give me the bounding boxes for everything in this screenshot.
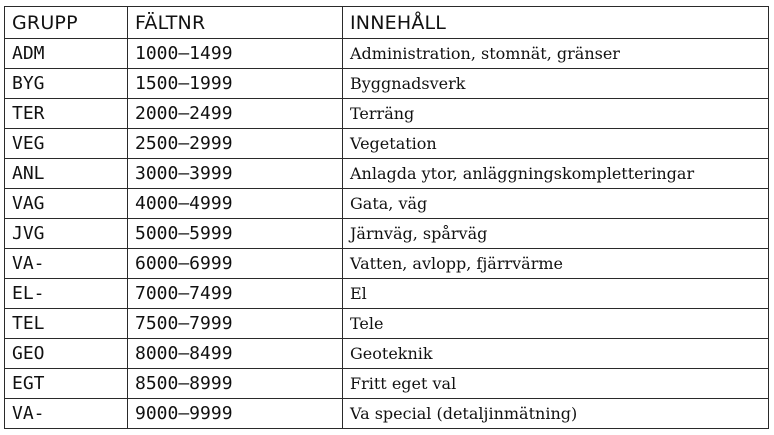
cell-innehall: Vegetation xyxy=(343,129,769,159)
cell-innehall: Terräng xyxy=(343,99,769,129)
table-row xyxy=(5,99,769,129)
cell-innehall: Fritt eget val xyxy=(343,369,769,399)
cell-grupp: ANL xyxy=(5,159,128,189)
table-row xyxy=(5,339,769,369)
header-row xyxy=(5,7,769,39)
table-body xyxy=(5,39,769,429)
cell-faltnr: 1000–1499 xyxy=(128,39,343,69)
cell-faltnr: 9000–9999 xyxy=(128,399,343,429)
field-number-table xyxy=(4,6,769,429)
header-grupp: GRUPP xyxy=(5,7,128,39)
cell-grupp: GEO xyxy=(5,339,128,369)
table-row xyxy=(5,369,769,399)
cell-grupp: BYG xyxy=(5,69,128,99)
cell-grupp: VA- xyxy=(5,399,128,429)
table-row xyxy=(5,249,769,279)
cell-faltnr: 7500–7999 xyxy=(128,309,343,339)
cell-innehall: Va special (detaljinmätning) xyxy=(343,399,769,429)
cell-grupp: EGT xyxy=(5,369,128,399)
cell-grupp: VAG xyxy=(5,189,128,219)
cell-faltnr: 2500–2999 xyxy=(128,129,343,159)
cell-faltnr: 2000–2499 xyxy=(128,99,343,129)
cell-faltnr: 5000–5999 xyxy=(128,219,343,249)
cell-faltnr: 1500–1999 xyxy=(128,69,343,99)
cell-faltnr: 6000–6999 xyxy=(128,249,343,279)
table-row xyxy=(5,219,769,249)
cell-grupp: VA- xyxy=(5,249,128,279)
table-row xyxy=(5,399,769,429)
cell-innehall: Vatten, avlopp, fjärrvärme xyxy=(343,249,769,279)
cell-grupp: TER xyxy=(5,99,128,129)
cell-grupp: ADM xyxy=(5,39,128,69)
header-faltnr: FÄLTNR xyxy=(128,7,343,39)
table-row xyxy=(5,309,769,339)
cell-faltnr: 8500–8999 xyxy=(128,369,343,399)
cell-innehall: El xyxy=(343,279,769,309)
table-header xyxy=(5,7,769,39)
cell-faltnr: 3000–3999 xyxy=(128,159,343,189)
cell-grupp: TEL xyxy=(5,309,128,339)
header-innehall: INNEHÅLL xyxy=(343,7,769,39)
table-row xyxy=(5,39,769,69)
table-row xyxy=(5,69,769,99)
table-row xyxy=(5,189,769,219)
cell-faltnr: 8000–8499 xyxy=(128,339,343,369)
table-row xyxy=(5,279,769,309)
cell-innehall: Geoteknik xyxy=(343,339,769,369)
cell-innehall: Järnväg, spårväg xyxy=(343,219,769,249)
cell-innehall: Administration, stomnät, gränser xyxy=(343,39,769,69)
cell-faltnr: 7000–7499 xyxy=(128,279,343,309)
cell-grupp: JVG xyxy=(5,219,128,249)
cell-innehall: Byggnadsverk xyxy=(343,69,769,99)
cell-innehall: Tele xyxy=(343,309,769,339)
cell-innehall: Gata, väg xyxy=(343,189,769,219)
table-row xyxy=(5,129,769,159)
cell-faltnr: 4000–4999 xyxy=(128,189,343,219)
cell-grupp: VEG xyxy=(5,129,128,159)
table-row xyxy=(5,159,769,189)
cell-innehall: Anlagda ytor, anläggningskompletteringar xyxy=(343,159,769,189)
cell-grupp: EL- xyxy=(5,279,128,309)
